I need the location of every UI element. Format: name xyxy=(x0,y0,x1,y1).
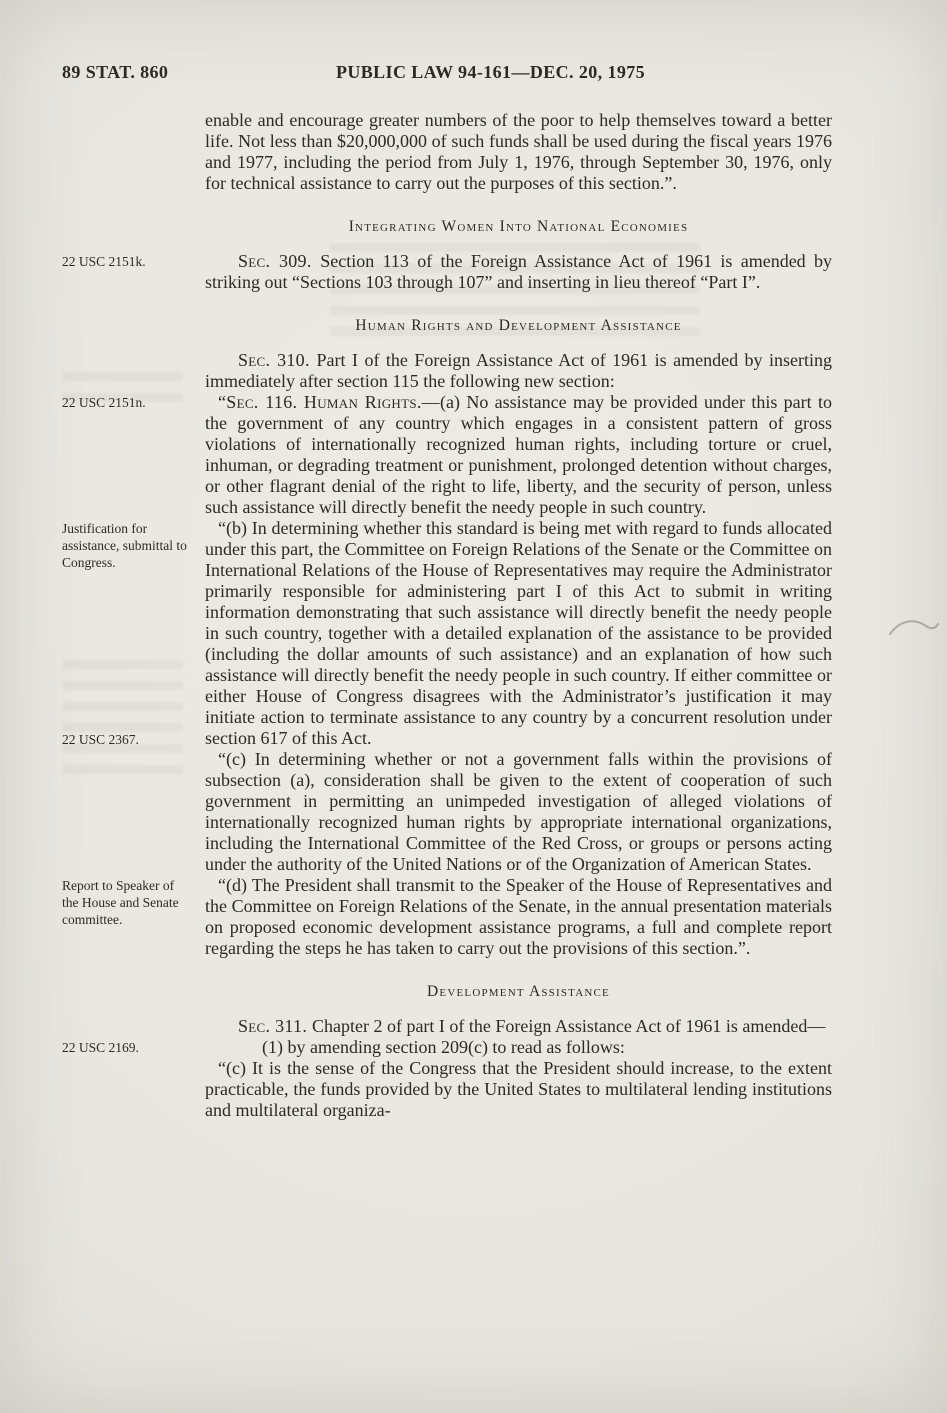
subsection-c-paragraph: “(c) In determining whether or not a government falls within the provisions of subsection (a), consideration shall be given to the extent of cooperation of such government in permitting an unimpeded investigation of alleged violations of internationally recognized human rights by appropriate international organizations, including the International Committee of the Red Cross, or groups or persons acting under the authority of the United Nations or of the Organization of American States. xyxy=(205,749,832,874)
margin-note-22-usc-2151k: 22 USC 2151k. xyxy=(62,254,146,269)
section-311-number: Sec. 311. xyxy=(238,1016,312,1036)
section-310-block xyxy=(205,350,832,392)
section-116-block xyxy=(62,392,833,518)
heading-development-assistance: Development Assistance xyxy=(427,983,610,1000)
section-309-block xyxy=(62,251,833,293)
subsection-209c-block xyxy=(205,1058,832,1121)
item-1-paragraph: (1) by amending section 209(c) to read as follows: xyxy=(262,1037,625,1057)
margin-note-22-usc-2367: 22 USC 2367. xyxy=(62,732,139,747)
item-1-block xyxy=(62,1037,832,1058)
pencil-mark xyxy=(888,616,940,642)
margin-note-22-usc-2151n: 22 USC 2151n. xyxy=(62,395,146,410)
heading-integrating-women: Integrating Women Into National Economies xyxy=(348,218,689,235)
margin-note-22-usc-2169: 22 USC 2169. xyxy=(62,1040,139,1055)
subsection-c-block xyxy=(205,749,832,875)
section-116-paragraph xyxy=(205,392,832,518)
section-116-text: (a) No assistance may be provided under this part to the government of any country which engages in a consistent pattern of gross violations of internationally recognized human rights, including torture or cruel, inhuman, or degrading treatment or punishment, prolonged detention without charges, or other flagrant denial of the right to life, liberty, and the security of person, unless such assistance will directly benefit the needy people in such country. xyxy=(205,392,833,517)
section-310-paragraph xyxy=(205,350,832,392)
subsection-d-block xyxy=(62,875,832,959)
bleedthrough-artifact xyxy=(63,660,183,780)
margin-note-justification: Justification for assistance, submittal to Congress. xyxy=(62,521,187,570)
section-310-number: Sec. 310. xyxy=(238,350,317,370)
section-309-number: Sec. 309. xyxy=(238,251,321,271)
subsection-d-paragraph: “(d) The President shall transmit to the Speaker of the House of Representatives and the Committee on Foreign Relations of the Senate, in the annual presentation materials on proposed economic development assistance programs, a full and complete report regarding the steps he has taken to carry out the provisions of this section.”. xyxy=(205,875,832,958)
section-311-block xyxy=(205,1016,832,1037)
subsection-b-block xyxy=(62,518,832,749)
heading-human-rights: Human Rights and Development Assistance xyxy=(355,317,682,334)
section-309-paragraph xyxy=(205,251,832,293)
section-310-text: Part I of the Foreign Assistance Act of 1961 is amended by inserting immediately after section 115 the following new section: xyxy=(205,350,832,391)
section-116-number: “Sec. 116. Human Rights.— xyxy=(218,392,440,412)
page-header xyxy=(0,62,947,88)
paragraph-continuation: enable and encourage greater numbers of the poor to help themselves toward a better life. Not less than $20,000,000 of such funds shall be used during the fiscal years 1976 and 1977, including the period from July 1, 1976, through September 30, 1976, only for technical assistance to carry out the purposes of this section.”. xyxy=(205,110,832,193)
margin-note-report: Report to Speaker of the House and Senate committee. xyxy=(62,878,179,927)
subsection-209c-paragraph: “(c) It is the sense of the Congress that the President should increase, to the extent practicable, the funds provided by the United States to multilateral lending institutions and multilateral organiza- xyxy=(205,1058,832,1120)
statute-text-column xyxy=(62,110,833,1121)
section-309-text: Section 113 of the Foreign Assistance Act of 1961 is amended by striking out “Sections 103 through 107” and inserting in lieu thereof “Part I”. xyxy=(205,251,833,292)
law-title: PUBLIC LAW 94-161—DEC. 20, 1975 xyxy=(335,62,646,82)
section-311-paragraph xyxy=(205,1016,832,1037)
statute-page-number: 89 STAT. 860 xyxy=(62,62,169,82)
section-311-text: Chapter 2 of part I of the Foreign Assistance Act of 1961 is amended— xyxy=(311,1016,826,1036)
subsection-b-paragraph: “(b) In determining whether this standard is being met with regard to funds allocated under this part, the Committee on Foreign Relations of the Senate or the Committee on International Relations of the House of Representatives may require the Administrator primarily responsible for administering part I of this Act to submit in writing information demonstrating that such assistance will directly benefit the needy people in such country, together with a detailed explanation of the assistance to be provided (including the dollar amounts of such assistance) and an explanation of how such assistance will directly benefit the needy people in such country. If either committee or either House of Congress disagrees with the Administrator’s justification it may initiate action to terminate assistance to any country by a concurrent resolution under section 617 of this Act. xyxy=(205,518,832,748)
